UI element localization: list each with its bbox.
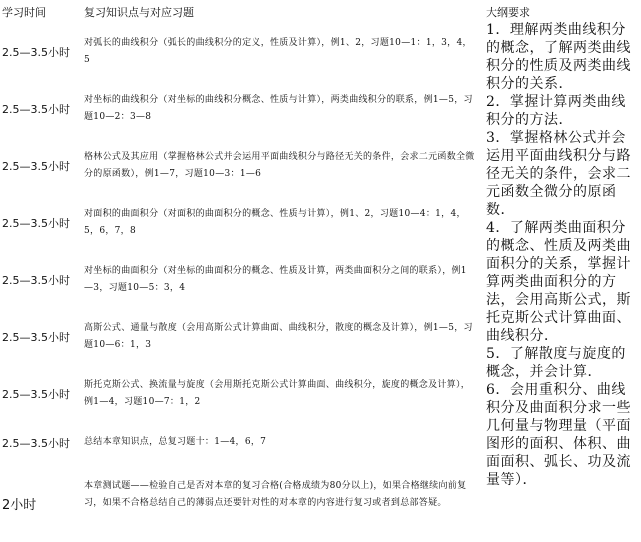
header-study-time: 学习时间 bbox=[2, 6, 46, 19]
row-topic: 总结本章知识点，总复习题十：1—4，6，7 bbox=[84, 437, 267, 447]
row-topic: 斯托克斯公式、换流量与旋度（会用斯托克斯公式计算曲面、曲线积分，旋度的概念及计算），例1—4，习题10—7：1，2 bbox=[84, 380, 471, 407]
row-topic: 对弧长的曲线积分（弧长的曲线积分的定义，性质及计算），例1、2，习题10—1：1，3，4，5 bbox=[84, 38, 472, 65]
requirement-item: 2．掌握计算两类曲线积分的方法． bbox=[486, 94, 626, 128]
row-time: 2.5—3.5小时 bbox=[2, 437, 70, 450]
requirement-item: 5．了解散度与旋度的概念，并会计算． bbox=[486, 346, 626, 380]
row-topic: 对坐标的曲线积分（对坐标的曲线积分概念、性质与计算），两类曲线积分的联系，例1—5，习题10—2：3—8 bbox=[84, 95, 473, 122]
syllabus-requirements-list bbox=[486, 21, 638, 489]
header-syllabus-requirements: 大纲要求 bbox=[486, 6, 530, 19]
table-row bbox=[0, 149, 478, 183]
table-row bbox=[0, 377, 478, 411]
header-review-topics: 复习知识点与对应习题 bbox=[84, 6, 194, 19]
requirement-item: 6．会用重积分、曲线积分及曲面积分求一些几何量与物理量（平面图形的面积、体积、曲面面积、弧长、功及流量等）． bbox=[486, 382, 631, 488]
table-row bbox=[0, 92, 478, 126]
requirement-item: 1．理解两类曲线积分的概念，了解两类曲线积分的性质及两类曲线积分的关系． bbox=[486, 22, 631, 92]
table-row bbox=[0, 263, 478, 297]
row-topic: 对面积的曲面积分（对面积的曲面积分的概念、性质与计算），例1、2，习题10—4：1，4，5，6，7，8 bbox=[84, 209, 466, 236]
row-topic: 本章测试题——检验自己是否对本章的复习合格(合格成绩为80分以上)，如果合格继续向前复习，如果不合格总结自己的薄弱点还要针对性的对本章的内容进行复习或者到总部答疑。 bbox=[84, 481, 467, 508]
table-row bbox=[0, 35, 478, 69]
requirement-item: 4．了解两类曲面积分的概念、性质及两类曲面积分的关系，掌握计算两类曲面积分的方法，会用高斯公式，斯托克斯公式计算曲面、曲线积分． bbox=[486, 220, 631, 344]
row-time: 2.5—3.5小时 bbox=[2, 274, 70, 287]
row-time: 2小时 bbox=[2, 498, 37, 513]
table-row bbox=[0, 478, 478, 529]
row-time: 2.5—3.5小时 bbox=[2, 331, 70, 344]
requirement-item: 3．掌握格林公式并会运用平面曲线积分与路径无关的条件，会求二元函数全微分的原函数． bbox=[486, 130, 631, 218]
table-row bbox=[0, 206, 478, 240]
row-topic: 对坐标的曲面积分（对坐标的曲面积分的概念、性质及计算，两类曲面积分之间的联系），例1—3，习题10—5：3，4 bbox=[84, 266, 467, 293]
row-time: 2.5—3.5小时 bbox=[2, 103, 70, 116]
table-row bbox=[0, 434, 478, 451]
table-row bbox=[0, 320, 478, 354]
row-time: 2.5—3.5小时 bbox=[2, 46, 70, 59]
row-topic: 格林公式及其应用（掌握格林公式并会运用平面曲线积分与路径无关的条件，会求二元函数全微分的原函数），例1—7，习题10—3：1—6 bbox=[84, 152, 475, 179]
row-time: 2.5—3.5小时 bbox=[2, 217, 70, 230]
row-time: 2.5—3.5小时 bbox=[2, 160, 70, 173]
row-topic: 高斯公式、通量与散度（会用高斯公式计算曲面、曲线积分，散度的概念及计算），例1—5，习题10—6：1，3 bbox=[84, 323, 473, 350]
row-time: 2.5—3.5小时 bbox=[2, 388, 70, 401]
